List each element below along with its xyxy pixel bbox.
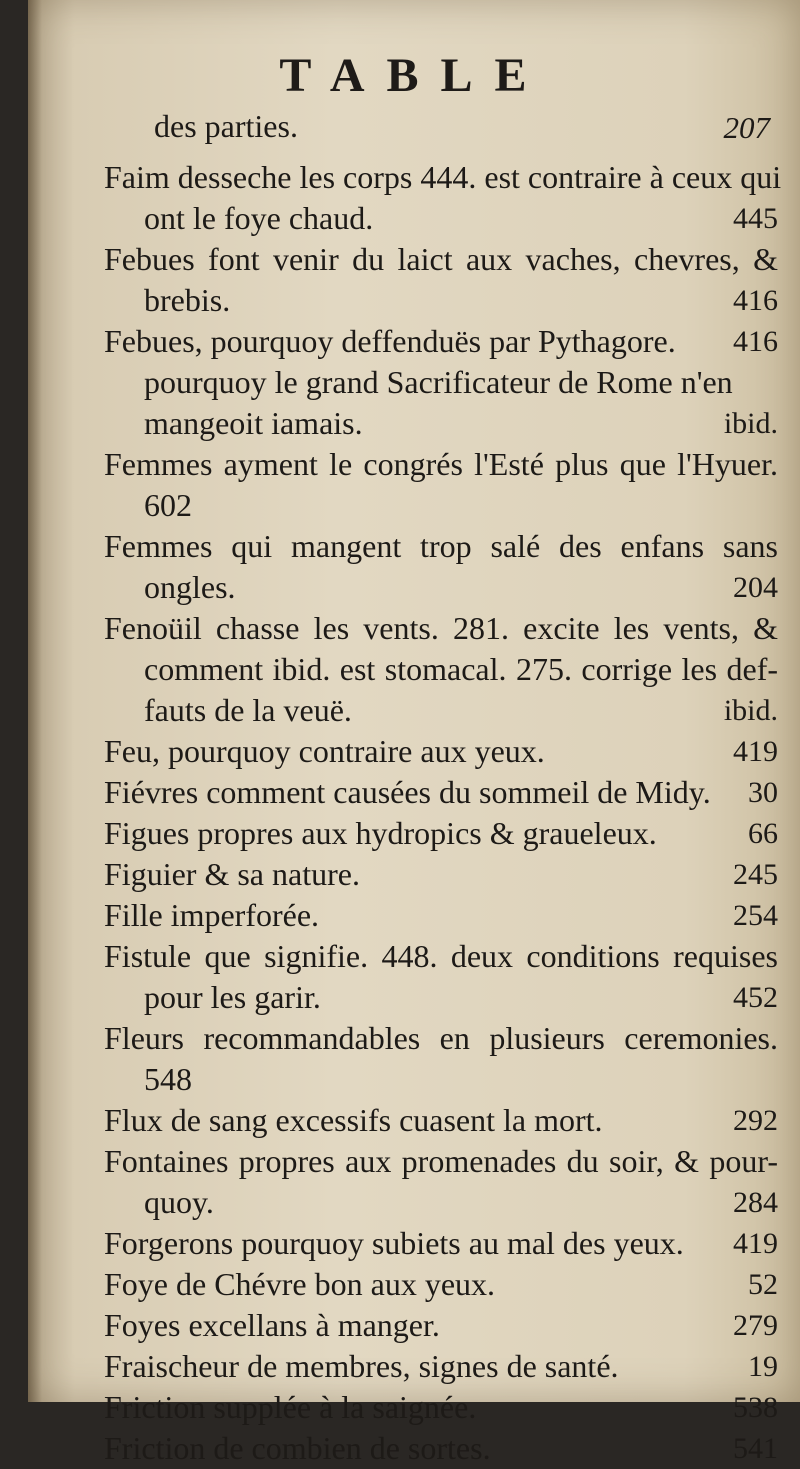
entry-line: Foye de Chévre bon aux yeux. <box>104 1266 496 1302</box>
entry-line: Fiévres comment causées du sommeil de Midy. <box>104 774 711 810</box>
index-entry <box>104 239 778 321</box>
entry-line: mangeoit iamais. <box>144 405 363 441</box>
index-entry <box>104 1223 778 1264</box>
index-entry <box>104 1100 778 1141</box>
entry-page-ref: 416 <box>733 284 778 317</box>
entry-page-ref: 292 <box>733 1104 778 1137</box>
entry-line-wrap <box>104 690 778 731</box>
entry-page-ref: ibid. <box>723 407 778 440</box>
entry-line: Forgerons pourquoy subiets au mal des yeux. <box>104 1225 684 1261</box>
index-entry <box>104 1141 778 1223</box>
entry-page-ref: 419 <box>733 735 778 768</box>
entry-line-wrap <box>104 854 778 895</box>
entry-line: Figuier & sa nature. <box>104 856 360 892</box>
entry-page-ref: 254 <box>733 899 778 932</box>
page-gutter-shadow <box>28 0 42 1402</box>
entry-page-ref: 445 <box>733 202 778 235</box>
entry-page-ref: 416 <box>733 325 778 358</box>
entry-line-wrap <box>104 1182 778 1223</box>
entry-line: brebis. <box>144 282 231 318</box>
entry-line: Friction supplée à la saignée. <box>104 1389 477 1425</box>
index-entry <box>104 1305 778 1346</box>
index-entry <box>104 321 778 444</box>
entry-line: Fenoüil chasse les vents. 281. excite les vents, & <box>104 610 778 646</box>
entry-line-wrap <box>104 198 778 239</box>
index-entry <box>104 1428 778 1469</box>
index-entry <box>104 1387 778 1428</box>
entry-line: Figues propres aux hydropics & graueleux. <box>104 815 657 851</box>
entry-line-wrap <box>104 1346 778 1387</box>
entry-line-wrap <box>104 567 778 608</box>
index-entry <box>104 526 778 608</box>
entry-page-ref: 204 <box>733 571 778 604</box>
entry-page-ref: 66 <box>748 817 778 850</box>
entry-line: Femmes qui mangent trop salé des enfans sans <box>104 528 778 564</box>
index-entry <box>104 1346 778 1387</box>
entry-line: 548 <box>144 1061 192 1097</box>
entry-line-wrap <box>104 1428 778 1469</box>
entry-line-wrap <box>104 772 778 813</box>
page-title: TABLE <box>279 49 549 102</box>
entry-line: Fontaines propres aux promenades du soir, & pour- <box>104 1143 778 1179</box>
index-entry <box>104 608 778 731</box>
index-entry <box>104 936 778 1018</box>
entry-line: Fistule que signifie. 448. deux conditions requises <box>104 938 778 974</box>
continued-heading: des parties. <box>154 108 298 144</box>
entry-line: Fleurs recommandables en plusieurs ceremonies. <box>104 1020 778 1056</box>
entry-line: Febues font venir du laict aux vaches, chevres, & <box>104 241 778 277</box>
entry-line: Femmes ayment le congrés l'Esté plus que l'Hyuer. <box>104 446 778 482</box>
entry-page-ref: 30 <box>748 776 778 809</box>
entry-line: Fraischeur de membres, signes de santé. <box>104 1348 619 1384</box>
entry-page-ref: 279 <box>733 1309 778 1342</box>
entry-page-ref: 541 <box>733 1432 778 1465</box>
entry-page-ref: 419 <box>733 1227 778 1260</box>
entry-page-ref: 245 <box>733 858 778 891</box>
entry-line: pourquoy le grand Sacrificateur de Rome n'en <box>144 364 733 400</box>
entry-line-wrap <box>104 1305 778 1346</box>
entry-line: ongles. <box>144 569 236 605</box>
entry-page-ref: ibid. <box>723 694 778 727</box>
entry-line: pour les garir. <box>144 979 321 1015</box>
entry-line-wrap <box>104 895 778 936</box>
book-page <box>28 0 800 1466</box>
page-number: 207 <box>723 110 770 145</box>
entry-line: Febues, pourquoy deffenduës par Pythagore. <box>104 323 676 359</box>
entry-line: 602 <box>144 487 192 523</box>
entry-line: ont le foye chaud. <box>144 200 374 236</box>
entry-page-ref: 19 <box>748 1350 778 1383</box>
entry-line: Fille imperforée. <box>104 897 320 933</box>
entry-line: Friction de combien de sortes. <box>104 1430 491 1466</box>
index-entries <box>104 157 782 1469</box>
index-entry <box>104 854 778 895</box>
index-entry <box>104 444 778 526</box>
entry-line: comment ibid. est stomacal. 275. corrige les def- <box>144 651 778 687</box>
entry-line: Faim desseche les corps 444. est contraire à ceux qui <box>104 159 782 195</box>
entry-line: Foyes excellans à manger. <box>104 1307 440 1343</box>
entry-line-wrap <box>104 1100 778 1141</box>
index-entry <box>104 813 778 854</box>
entry-page-ref: 538 <box>733 1391 778 1424</box>
index-entry <box>104 895 778 936</box>
entry-page-ref: 52 <box>748 1268 778 1301</box>
index-entry <box>104 157 782 239</box>
index-entry <box>104 1018 778 1100</box>
index-entry <box>104 772 778 813</box>
entry-line: Feu, pourquoy contraire aux yeux. <box>104 733 545 769</box>
entry-line-wrap <box>104 977 778 1018</box>
entry-line-wrap <box>104 1223 778 1264</box>
entry-line-wrap <box>104 1387 778 1428</box>
entry-page-ref: 452 <box>733 981 778 1014</box>
entry-line-wrap <box>104 280 778 321</box>
entry-line-wrap <box>104 321 778 362</box>
entry-line-wrap <box>104 403 778 444</box>
entry-line: fauts de la veuë. <box>144 692 352 728</box>
entry-line-wrap <box>104 1264 778 1305</box>
entry-line: Flux de sang excessifs cuasent la mort. <box>104 1102 603 1138</box>
entry-line-wrap <box>104 731 778 772</box>
entry-page-ref: 284 <box>733 1186 778 1219</box>
entry-line-wrap <box>104 813 778 854</box>
index-entry <box>104 731 778 772</box>
entry-line: quoy. <box>144 1184 214 1220</box>
index-entry <box>104 1264 778 1305</box>
